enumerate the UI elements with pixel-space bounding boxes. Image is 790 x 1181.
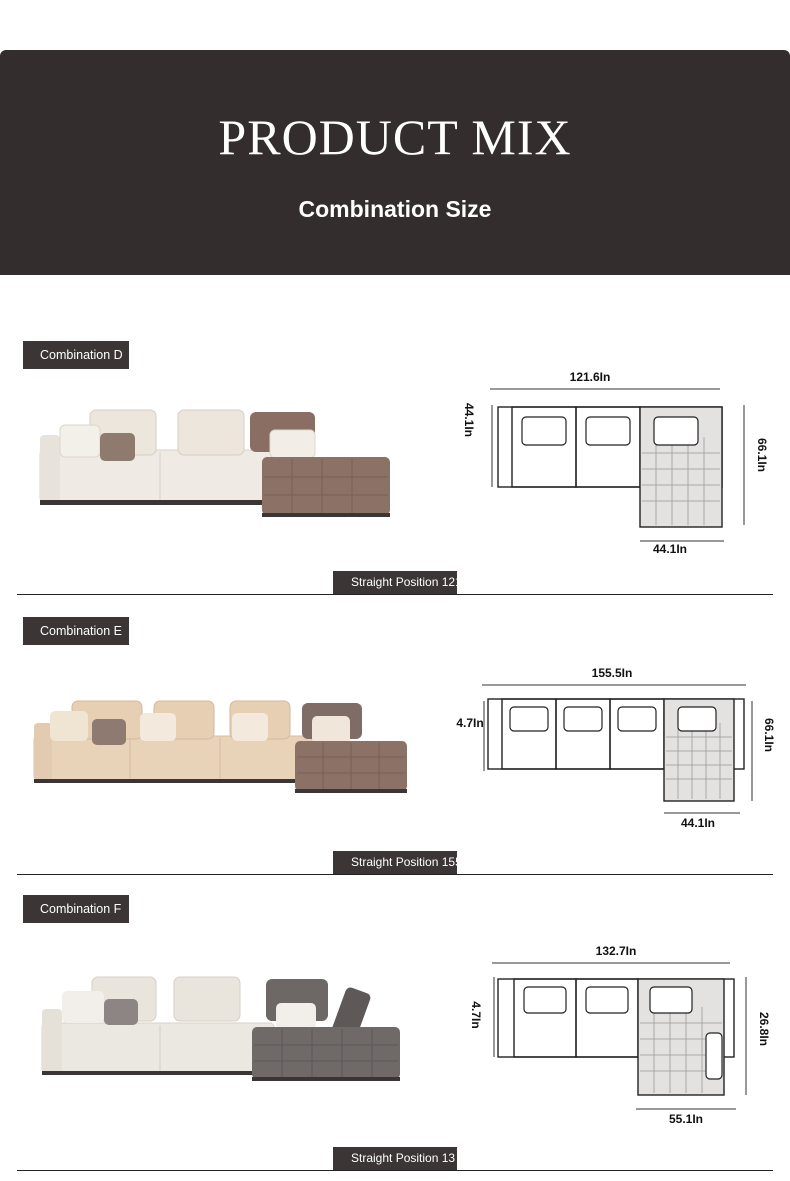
header-banner <box>0 50 790 275</box>
combination-tag: Combination E <box>23 617 129 645</box>
combination-list <box>10 275 780 1181</box>
combination-section-f <box>10 875 780 1181</box>
left-height-dimension: 4.7In <box>469 1001 483 1029</box>
right-height-dimension: 26.8In <box>757 1011 771 1047</box>
sofa-photo <box>20 691 420 811</box>
right-height-dimension: 66.1In <box>762 717 776 753</box>
chaise-dimension: 44.1In <box>652 542 688 556</box>
combination-tag: Combination D <box>23 341 129 369</box>
sofa-photo <box>20 395 410 535</box>
dimension-drawing <box>440 937 780 1137</box>
dimension-drawing <box>440 661 780 861</box>
right-height-dimension: 66.1In <box>755 437 769 473</box>
straight-position-label: Straight Position 13 <box>333 1147 457 1170</box>
section-divider <box>17 1170 773 1171</box>
left-height-dimension: 4.7In <box>456 716 484 730</box>
dimension-drawing <box>440 365 780 565</box>
sofa-photo <box>20 965 420 1095</box>
chaise-dimension: 55.1In <box>668 1112 704 1126</box>
width-dimension: 155.5In <box>591 666 633 680</box>
straight-position-label: Straight Position 155 <box>333 851 457 874</box>
width-dimension: 121.6In <box>569 370 611 384</box>
combination-section-e <box>10 595 780 875</box>
left-height-dimension: 44.1In <box>462 402 476 438</box>
combination-tag: Combination F <box>23 895 129 923</box>
chaise-dimension: 44.1In <box>680 816 716 830</box>
straight-position-label: Straight Position 121.6In <box>333 571 457 594</box>
width-dimension: 132.7In <box>595 944 637 958</box>
combination-section-d <box>10 275 780 595</box>
page-subtitle: Combination Size <box>298 196 492 222</box>
page-title: PRODUCT MIX <box>218 109 572 165</box>
